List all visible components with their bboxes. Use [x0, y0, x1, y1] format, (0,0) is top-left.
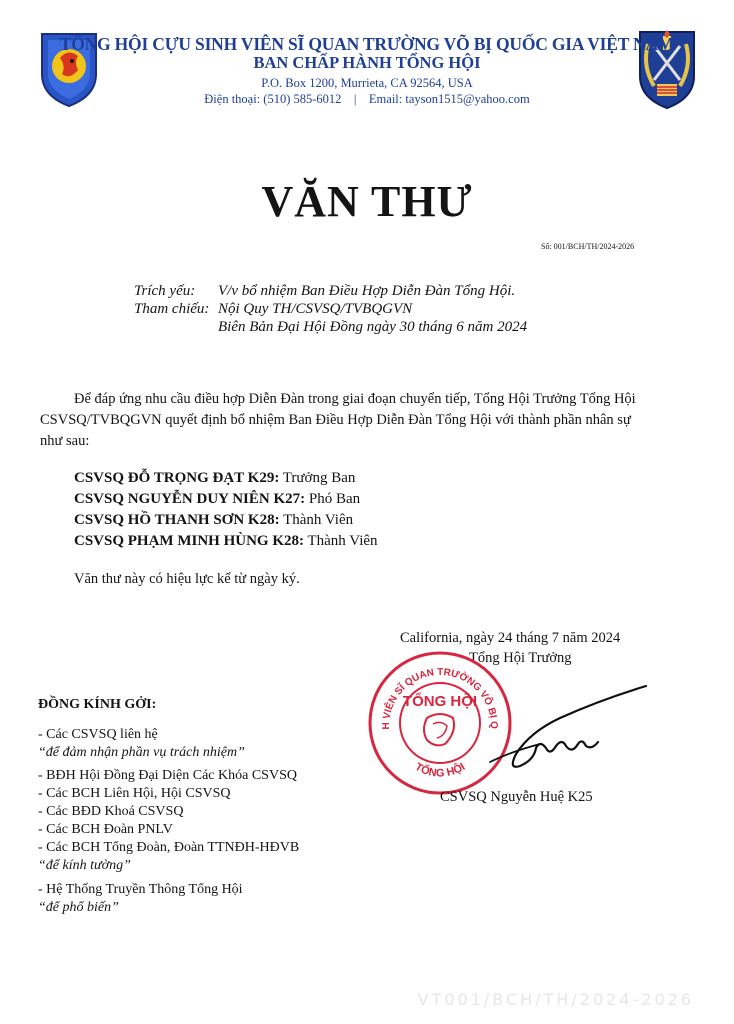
member-line	[74, 491, 360, 508]
handwritten-signature	[450, 678, 660, 778]
member-role: Thành Viên	[283, 512, 354, 528]
signer-name: CSVSQ Nguyễn Huệ K25	[440, 789, 593, 805]
document-title: VĂN THƯ	[261, 177, 473, 226]
cc-item: - Các CSVSQ liên hệ	[38, 727, 158, 742]
member-name: CSVSQ NGUYỄN DUY NIÊN K27:	[74, 491, 306, 507]
place-date: California, ngày 24 tháng 7 năm 2024	[400, 630, 621, 646]
cc-note: “để phổ biến”	[38, 900, 119, 915]
reference-value-1: Nội Quy TH/CSVSQ/TVBQGVN	[218, 301, 413, 317]
member-role: Thành Viên	[307, 533, 378, 549]
member-role: Phó Ban	[308, 491, 361, 507]
committee-name: BAN CHẤP HÀNH TỔNG HỘI	[253, 53, 481, 72]
stamp-center-text: TỔNG HỘI	[402, 693, 478, 710]
cc-heading: ĐỒNG KÍNH GỞI:	[38, 697, 157, 712]
cc-item: - BĐH Hội Đồng Đại Diện Các Khóa CSVSQ	[38, 768, 297, 783]
body-line-3: như sau:	[40, 433, 90, 449]
cc-item: - Hệ Thống Truyền Thông Tổng Hội	[38, 882, 243, 897]
reference-label: Tham chiếu:	[134, 301, 210, 317]
stamp-top-text: H VIÊN SĨ QUAN TRƯỜNG VÕ BỊ Q	[380, 666, 500, 730]
cc-note: “để đảm nhận phần vụ trách nhiệm”	[38, 745, 245, 760]
org-name: TỔNG HỘI CỰU SINH VIÊN SĨ QUAN TRƯỜNG VÕ BỊ QUỐC GIA VIỆT NAM	[59, 34, 675, 54]
subject-label: Trích yếu:	[134, 283, 196, 299]
stamp-bottom-text: TỔNG HỘI	[412, 760, 468, 780]
cc-note: “để kính tường”	[38, 858, 131, 873]
effective-statement: Văn thư này có hiệu lực kể từ ngày ký.	[74, 571, 300, 587]
body-line-2: CSVSQ/TVBQGVN quyết định bổ nhiệm Ban Điều Hợp Diễn Đàn Tổng Hội với thành phần nhân sự	[40, 412, 631, 428]
cc-item: - Các BCH Tổng Đoàn, Đoàn TTNĐH-HĐVB	[38, 840, 300, 855]
signer-position: Tổng Hội Trưởng	[469, 650, 572, 666]
member-name: CSVSQ PHẠM MINH HÙNG K28:	[74, 533, 304, 549]
cc-item: - Các BCH Đoàn PNLV	[38, 822, 173, 837]
reference-value-2: Biên Bản Đại Hội Đồng ngày 30 tháng 6 năm 2024	[218, 319, 528, 335]
footer-watermark: VT001/BCH/TH/2024-2026	[417, 990, 694, 1009]
cc-item: - Các BCH Liên Hội, Hội CSVSQ	[38, 786, 231, 801]
body-line-1: Để đáp ứng nhu cầu điều hợp Diễn Đàn trong giai đoạn chuyển tiếp, Tổng Hội Trưởng Tổng Hội	[74, 391, 636, 407]
cc-item: - Các BĐD Khoá CSVSQ	[38, 804, 184, 819]
org-contact: Điện thoại: (510) 585-6012 | Email: tayson1515@yahoo.com	[204, 92, 530, 106]
member-role: Trưởng Ban	[282, 470, 356, 486]
member-name: CSVSQ HỒ THANH SƠN K28:	[74, 512, 280, 528]
reference-number: Số: 001/BCH/TH/2024-2026	[541, 242, 635, 251]
member-name: CSVSQ ĐỖ TRỌNG ĐẠT K29:	[74, 470, 280, 486]
member-line	[74, 533, 378, 550]
org-address: P.O. Box 1200, Murrieta, CA 92564, USA	[261, 76, 473, 90]
member-line	[74, 470, 355, 487]
member-line	[74, 512, 353, 529]
subject-value: V/v bổ nhiệm Ban Điều Hợp Diễn Đàn Tổng Hội.	[218, 283, 516, 299]
